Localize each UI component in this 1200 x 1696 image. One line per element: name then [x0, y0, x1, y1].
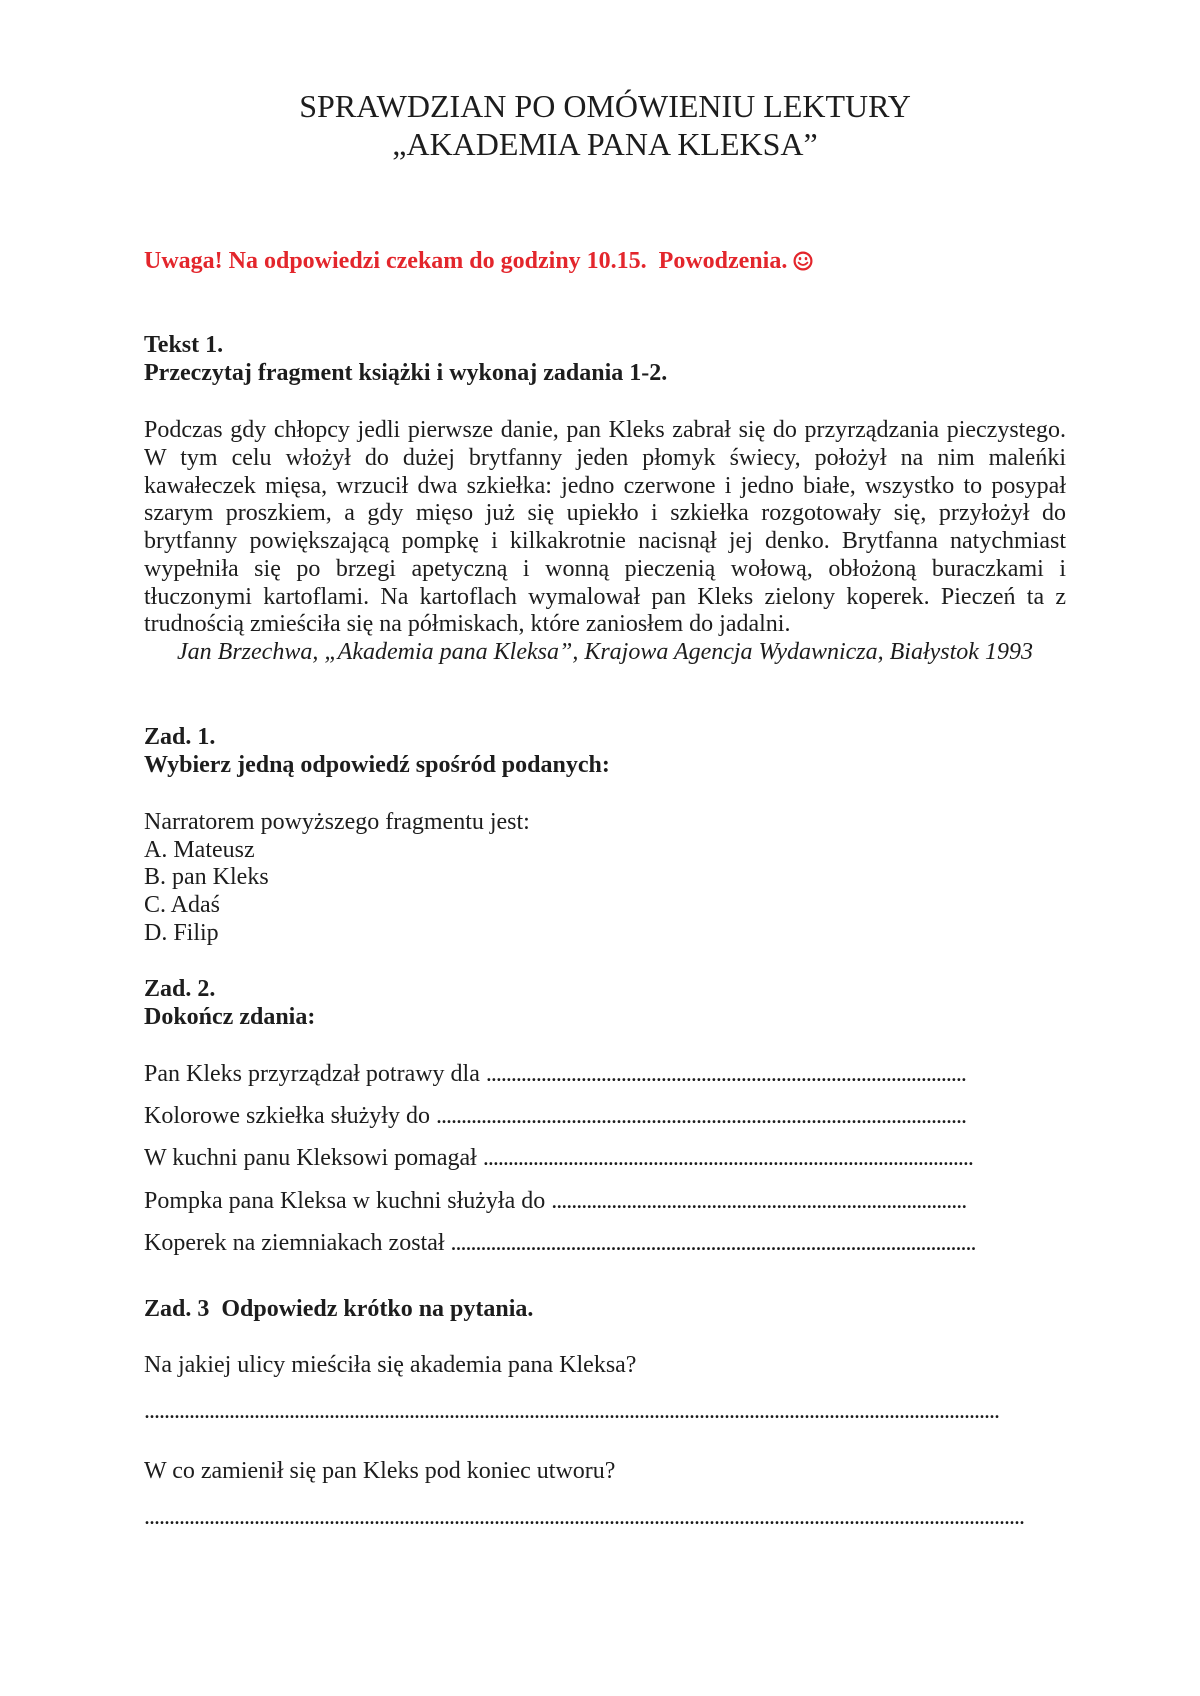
smiley-icon: [793, 251, 813, 271]
document-body: [144, 87, 1066, 1532]
sentence-prompt: Pompka pana Kleksa w kuchni służyła do: [144, 1187, 546, 1214]
sentence-row: [144, 1061, 1066, 1089]
title-line-1: SPRAWDZIAN PO OMÓWIENIU LEKTURY: [299, 88, 911, 124]
task3-heading: Zad. 3 Odpowiedz krótko na pytania.: [144, 1295, 534, 1322]
answer-blank: ................................................................................................: [485, 1060, 966, 1087]
answer-blank: ..........................................................................................................: [435, 1103, 966, 1130]
passage-line: tłuczonymi kartoflami. Na kartoflach wymalował pan Kleks zielony koperek. Pieczeń ta z: [144, 583, 1066, 610]
sentence-prompt: W kuchni panu Kleksowi pomagał: [144, 1145, 477, 1172]
passage-line: brytfanny powiększającą pompkę i kilkakrotnie nacisnął jej denko. Brytfanna natychmiast: [144, 528, 1066, 555]
sentence-row: [144, 1188, 1066, 1216]
sentence-prompt: Kolorowe szkiełka służyły do: [144, 1103, 430, 1130]
answer-line: [144, 1504, 1066, 1532]
task3-question-1: Na jakiej ulicy mieściła się akademia pana Kleksa?: [144, 1351, 637, 1378]
passage-line: trudnością zmieściła się na półmiskach, które zaniosłem do jadalni.: [144, 611, 791, 638]
task2-instruction: Dokończ zdania:: [144, 1003, 316, 1030]
title-line-2: „AKADEMIA PANA KLEKSA”: [392, 126, 818, 162]
sentence-row: [144, 1145, 1066, 1173]
passage-line: szarym proszkiem, a gdy mięso już się upiekło i szkiełka rozgotowały się, przyłożył do: [144, 500, 1066, 527]
answer-line: [144, 1398, 1066, 1426]
answer-blank: .........................................................................................................: [450, 1229, 976, 1256]
sentence-row: [144, 1103, 1066, 1131]
answer-blank: ................................................................................................................................................................................: [144, 1504, 1024, 1531]
answer-blank: ...........................................................................................................................................................................: [144, 1398, 999, 1425]
answer-option-d: D. Filip: [144, 919, 219, 946]
answer-blank: ..................................................................................................: [482, 1145, 973, 1172]
task2-heading: Zad. 2.: [144, 975, 216, 1002]
answer-option-b: B. pan Kleks: [144, 864, 269, 891]
passage-line: W tym celu włożył do dużej brytfanny jeden płomyk świecy, położył na nim maleńki: [144, 445, 1066, 471]
text1-heading: Tekst 1.: [144, 332, 224, 359]
sentence-prompt: Pan Kleks przyrządzał potrawy dla: [144, 1060, 480, 1087]
passage-line: kawałeczek mięsa, wrzucił dwa szkiełka: jedno czerwone i jedno białe, wszystko to posypał: [144, 472, 1066, 499]
task1-question: Narratorem powyższego fragmentu jest:: [144, 808, 530, 835]
passage-line: wypełniła się po brzegi apetyczną i wonną pieczenią wołową, obłożoną buraczkami i: [144, 555, 1066, 582]
passage: [144, 417, 1066, 666]
deadline-notice: [144, 248, 1066, 276]
answer-option-a: A. Mateusz: [144, 836, 255, 863]
citation: Jan Brzechwa, „Akademia pana Kleksa”, Krajowa Agencja Wydawnicza, Białystok 1993: [177, 638, 1033, 665]
passage-line: Podczas gdy chłopcy jedli pierwsze danie, pan Kleks zabrał się do przyrządzania pieczystego.: [144, 417, 1066, 444]
notice-text: Uwaga! Na odpowiedzi czekam do godziny 10.15. Powodzenia.: [144, 247, 788, 274]
task1-heading: Zad. 1.: [144, 723, 216, 750]
task3-question-2: W co zamienił się pan Kleks pod koniec utworu?: [144, 1457, 616, 1484]
document-title: [144, 87, 1066, 163]
answer-blank: ...................................................................................: [551, 1187, 967, 1214]
answer-option-c: C. Adaś: [144, 892, 221, 919]
sentence-prompt: Koperek na ziemniakach został: [144, 1229, 445, 1256]
text1-instruction: Przeczytaj fragment książki i wykonaj zadania 1-2.: [144, 360, 668, 386]
sentence-row: [144, 1230, 1066, 1258]
task1-instruction: Wybierz jedną odpowiedź spośród podanych:: [144, 751, 610, 778]
